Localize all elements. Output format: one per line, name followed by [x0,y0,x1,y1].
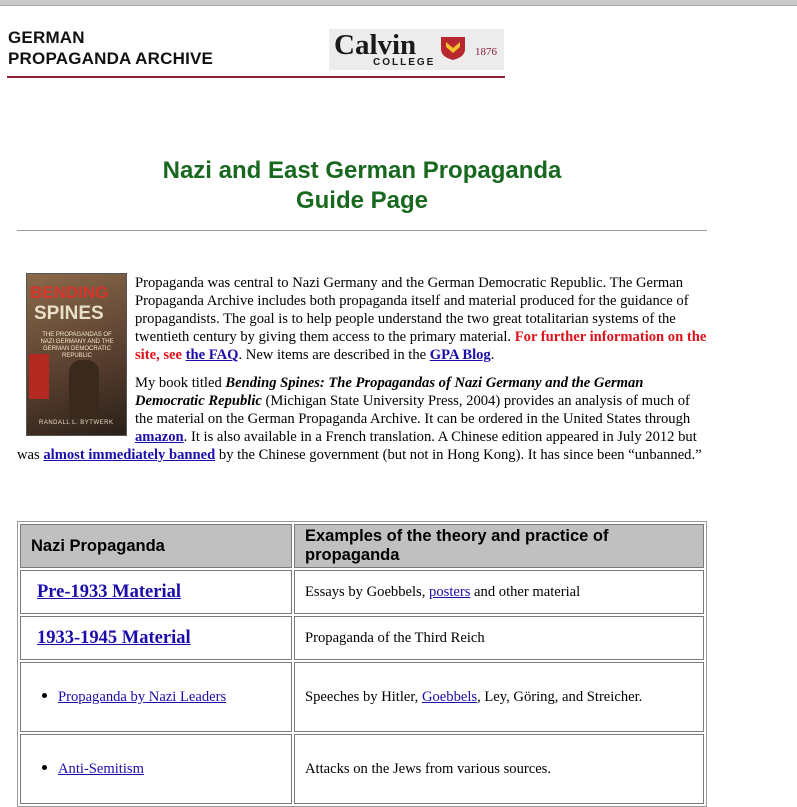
browser-chrome-edge [0,0,797,6]
logo-year: 1876 [475,46,497,58]
book-cover-title1: BENDING [30,283,109,302]
propaganda-table [17,521,707,807]
book-title: Bending Spines: The Propagandas of Nazi Germany and the German Democratic Republic [135,375,644,409]
book-cover-figure [69,360,99,418]
posters-link[interactable]: posters [429,583,471,600]
bullet-icon [42,693,47,698]
gpa-blog-link[interactable]: GPA Blog [429,347,491,363]
horizontal-divider [17,230,707,231]
book-cover-flag [29,354,49,399]
pre-1933-link[interactable]: Pre-1933 Material [37,581,181,602]
table-cell: Attacks on the Jews from various sources. [294,734,704,804]
book-cover-subtitle: THE PROPAGANDAS OF NAZI GERMANY AND THE GERMAN DEMOCRATIC REPUBLIC [40,332,114,359]
banned-link[interactable]: almost immediately banned [43,447,216,463]
book-cover-title2: SPINES [34,303,104,324]
table-header-row [20,524,704,568]
table-cell: Propaganda of the Third Reich [294,616,704,660]
calvin-college-logo[interactable] [329,29,504,70]
book-cover-author: RANDALL L. BYTWERK [39,420,114,426]
table-row: Propaganda by Nazi Leaders Speeches by Hitler, Goebbels, Ley, Göring, and Streicher. [20,662,704,732]
intro-paragraph-1: Propaganda was central to Nazi Germany and the German Democratic Republic. The German Propaganda Archive includes both propaganda itself and material produced for the guidance of propagandists. The goal is to help people understand the two great totalitarian systems of the twentieth century by giving them access to the primary material. For further information on the site, see the FAQ. New items are described in the GPA Blog. [135,275,707,363]
table-row [20,734,704,804]
book-cover-image[interactable] [27,274,126,435]
table-header-right: Examples of the theory and practice of propaganda [294,524,704,568]
logo-college-label: COLLEGE [373,57,436,68]
table-row: Pre-1933 Material Essays by Goebbels, posters and other material [20,570,704,614]
bullet-icon [42,765,47,770]
further-info-note: For further information on the site, see [135,329,707,363]
shield-icon [439,35,467,61]
1933-1945-link[interactable]: 1933-1945 Material [37,627,191,648]
table-header-left: Nazi Propaganda [20,524,292,568]
site-header [7,26,505,78]
table-row [20,616,704,660]
page-title: Nazi and East German Propaganda Guide Page [162,157,562,214]
amazon-link[interactable]: amazon [135,429,184,445]
intro-paragraph-2: My book titled Bending Spines: The Propagandas of Nazi Germany and the German Democratic Republic (Michigan State University Press, 2004) provides an analysis of much of the material on the German Propaganda Archive. It can be ordered in the United States through amazon. It is also available in a French translation. A Chinese edition appeared in July 2012 but was almost immediately banned by the Chinese government (but not in Hong Kong). It has since been “unbanned.” [17,375,702,463]
archive-title[interactable]: GERMAN PROPAGANDA ARCHIVE [8,28,214,68]
nazi-leaders-link[interactable]: Propaganda by Nazi Leaders [58,689,227,705]
anti-semitism-link[interactable]: Anti-Semitism [58,761,144,777]
faq-link[interactable]: the FAQ [185,347,239,363]
logo-wordmark: Calvin [334,29,417,61]
goebbels-link[interactable]: Goebbels [421,688,478,705]
